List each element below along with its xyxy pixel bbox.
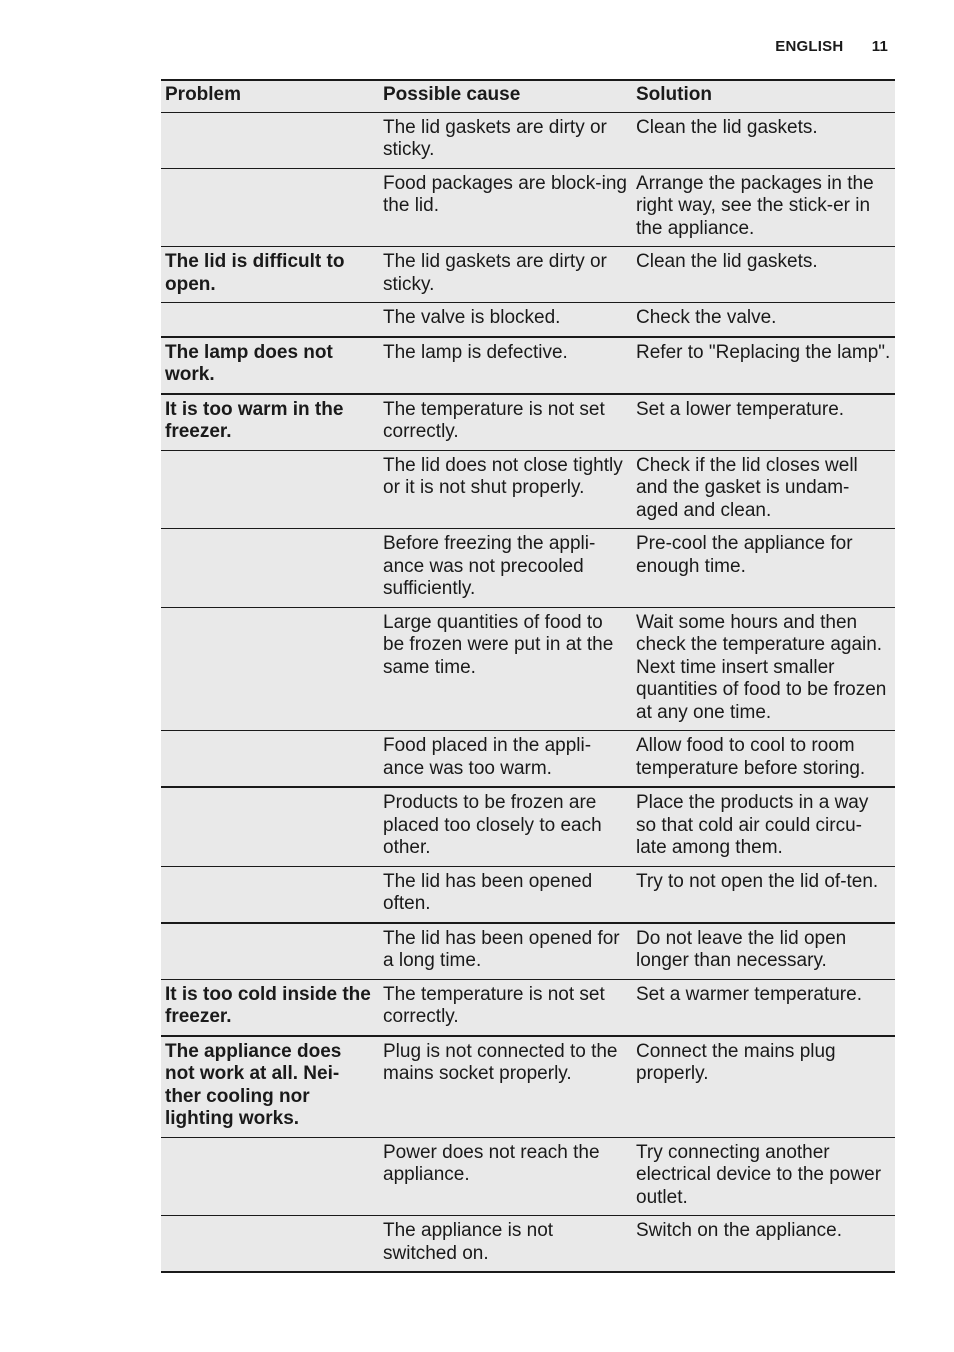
solution-cell: Refer to "Replacing the lamp". [632,337,895,394]
page-header [775,38,888,55]
solution-cell: Wait some hours and then check the temperature again. Next time insert smaller quantities of food to be frozen at any one time. [632,607,895,731]
solution-cell: Place the products in a way so that cold air could circu-late among them. [632,787,895,866]
table-row [161,607,895,731]
table-row [161,529,895,608]
table-row [161,1137,895,1216]
table-row [161,450,895,529]
solution-cell: Allow food to cool to room temperature before storing. [632,731,895,788]
cause-cell: Plug is not connected to the mains socket properly. [379,1036,632,1138]
problem-cell: It is too warm in the freezer. [161,394,379,451]
solution-cell: Clean the lid gaskets. [632,247,895,303]
problem-cell [161,112,379,168]
cause-cell: Food placed in the appli-ance was too warm. [379,731,632,788]
solution-cell: Pre-cool the appliance for enough time. [632,529,895,608]
table-row [161,787,895,866]
table-row [161,303,895,337]
solution-cell: Arrange the packages in the right way, see the stick-er in the appliance. [632,168,895,247]
table-row [161,168,895,247]
problem-cell [161,303,379,337]
problem-cell [161,866,379,923]
solution-cell: Check if the lid closes well and the gasket is undam-aged and clean. [632,450,895,529]
problem-cell [161,529,379,608]
problem-cell: It is too cold inside the freezer. [161,979,379,1036]
cause-cell: The valve is blocked. [379,303,632,337]
cause-cell: The temperature is not set correctly. [379,394,632,451]
cause-cell: Before freezing the appli-ance was not precooled sufficiently. [379,529,632,608]
cause-cell: The lid gaskets are dirty or sticky. [379,112,632,168]
table-row [161,247,895,303]
table-row [161,112,895,168]
cause-cell: Large quantities of food to be frozen were put in at the same time. [379,607,632,731]
solution-cell: Clean the lid gaskets. [632,112,895,168]
table-header-row [161,80,895,112]
table-row [161,731,895,788]
problem-cell [161,731,379,788]
cause-cell: Power does not reach the appliance. [379,1137,632,1216]
solution-cell: Try to not open the lid of-ten. [632,866,895,923]
cause-cell: Products to be frozen are placed too closely to each other. [379,787,632,866]
problem-cell [161,787,379,866]
cause-cell: The lid has been opened often. [379,866,632,923]
solution-cell: Set a lower temperature. [632,394,895,451]
problem-cell [161,1137,379,1216]
table-row [161,923,895,980]
problem-cell [161,1216,379,1273]
table-row [161,1216,895,1273]
column-header-cause: Possible cause [379,80,632,112]
problem-cell [161,923,379,980]
problem-cell: The lid is difficult to open. [161,247,379,303]
column-header-problem: Problem [161,80,379,112]
cause-cell: The temperature is not set correctly. [379,979,632,1036]
cause-cell: Food packages are block-ing the lid. [379,168,632,247]
solution-cell: Set a warmer temperature. [632,979,895,1036]
cause-cell: The lid has been opened for a long time. [379,923,632,980]
solution-cell: Try connecting another electrical device to the power outlet. [632,1137,895,1216]
language-label: ENGLISH [775,38,844,55]
problem-cell [161,450,379,529]
cause-cell: The lamp is defective. [379,337,632,394]
table-row [161,394,895,451]
table-row [161,337,895,394]
page-number: 11 [871,38,888,55]
problem-cell: The appliance does not work at all. Nei-ther cooling nor lighting works. [161,1036,379,1138]
cause-cell: The lid does not close tightly or it is not shut properly. [379,450,632,529]
table-row [161,979,895,1036]
column-header-solution: Solution [632,80,895,112]
solution-cell: Connect the mains plug properly. [632,1036,895,1138]
cause-cell: The lid gaskets are dirty or sticky. [379,247,632,303]
problem-cell [161,168,379,247]
problem-cell [161,607,379,731]
table-row [161,866,895,923]
solution-cell: Switch on the appliance. [632,1216,895,1273]
cause-cell: The appliance is not switched on. [379,1216,632,1273]
troubleshooting-table [161,79,895,1273]
problem-cell: The lamp does not work. [161,337,379,394]
solution-cell: Do not leave the lid open longer than necessary. [632,923,895,980]
solution-cell: Check the valve. [632,303,895,337]
table-row [161,1036,895,1138]
